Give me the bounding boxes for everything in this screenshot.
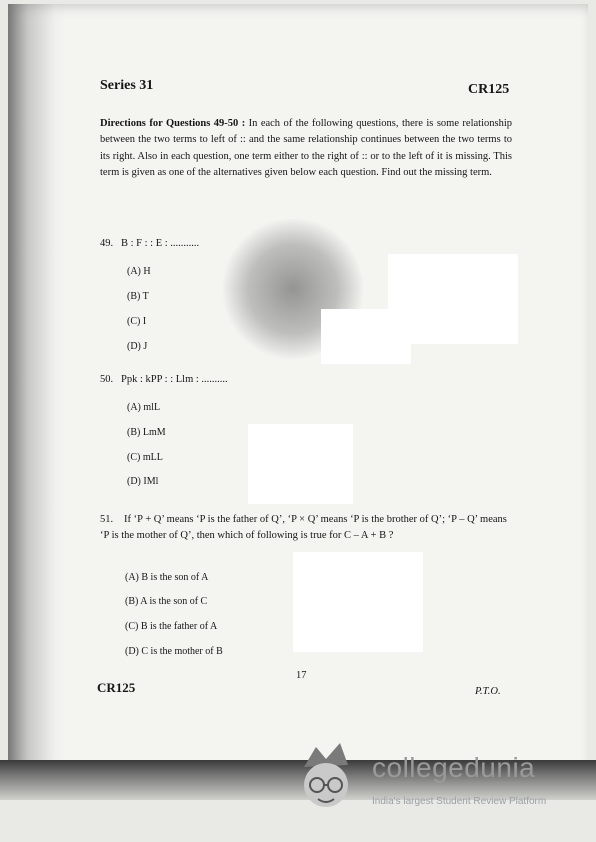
question-text: If ‘P + Q’ means ‘P is the father of Q’, ‘P × Q’ means ‘P is the brother of Q’; ‘P – Q’ means ‘P is the mother of Q’, then which of following is true for C – A + B ?	[100, 514, 507, 541]
question-number: 51.	[100, 514, 114, 525]
watermark-tagline: India's largest Student Review Platform	[372, 796, 547, 807]
directions-block	[100, 116, 512, 181]
question-number: 49.	[100, 238, 114, 249]
option-a: (A) H	[127, 266, 151, 277]
option-a: (A) B is the son of A	[125, 572, 209, 583]
option-d: (D) C is the mother of B	[125, 646, 223, 657]
option-c: (C) B is the father of A	[125, 621, 218, 632]
option-c: (C) I	[127, 316, 147, 327]
option-c: (C) mLL	[127, 452, 163, 463]
question-49	[100, 238, 199, 249]
option-a: (A) mlL	[127, 402, 161, 413]
option-b: (B) T	[127, 291, 149, 302]
directions-heading: Directions for Questions 49-50 :	[100, 118, 246, 129]
redaction-box	[293, 552, 423, 652]
question-number: 50.	[100, 374, 114, 385]
directions-text: In each of the following questions, there is some relationship between the two terms to left of :: and the same relationship continues between the two terms to its right. Also in each question, one term either to the right of :: or to the left of it is missing. This term is given as one of the alternatives given below each question. Find out the missing term.	[100, 118, 513, 178]
pto-label: P.T.O.	[475, 686, 501, 697]
redaction-box	[321, 309, 411, 364]
question-50	[100, 374, 228, 385]
watermark-brand: collegedunia	[372, 752, 536, 783]
paper-code-top: CR125	[468, 82, 510, 97]
scan-shadow-edge	[8, 4, 66, 764]
option-d: (D) J	[127, 341, 148, 352]
question-text: B : F : : E : ...........	[121, 238, 200, 249]
page-number: 17	[296, 670, 307, 681]
series-label: Series 31	[100, 78, 154, 93]
question-text: Ppk : kPP : : Llm : ..........	[121, 374, 228, 385]
paper-code-bottom: CR125	[97, 680, 136, 695]
question-51	[100, 512, 512, 543]
redaction-box	[248, 424, 353, 504]
watermark-logo-icon	[296, 737, 356, 817]
option-b: (B) LmM	[127, 427, 166, 438]
option-d: (D) IMl	[127, 476, 159, 487]
option-b: (B) A is the son of C	[125, 596, 208, 607]
